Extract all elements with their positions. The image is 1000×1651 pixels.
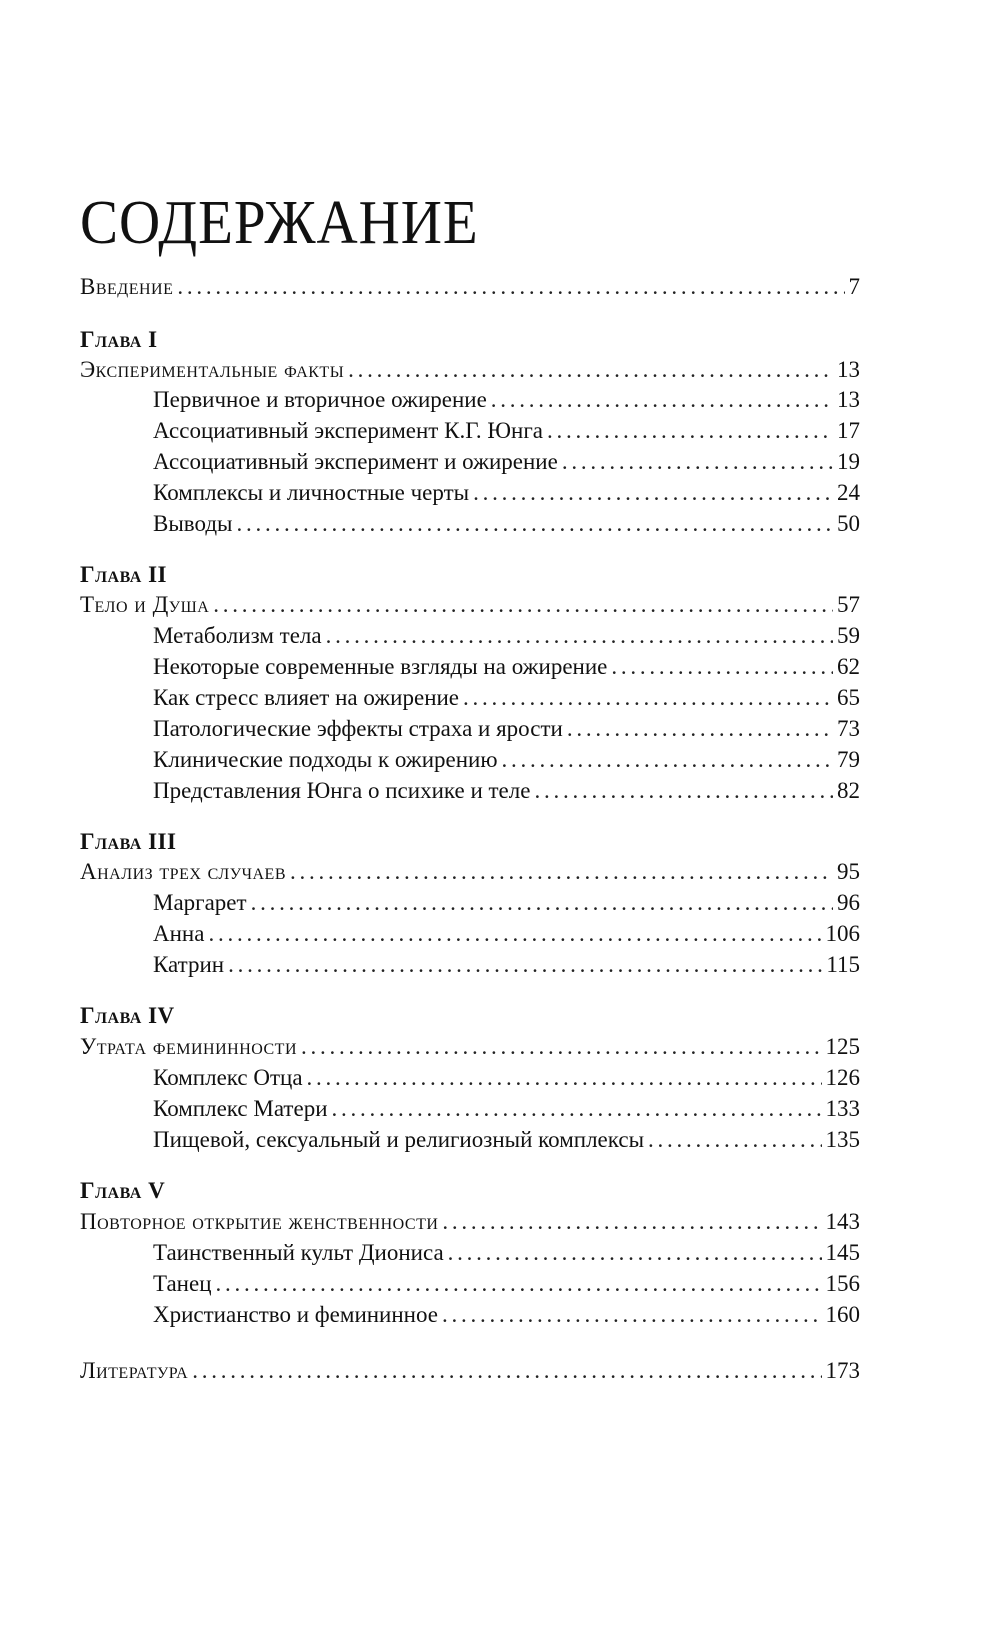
toc-entry-section[interactable] bbox=[153, 478, 860, 508]
toc-entry-page: 57 bbox=[837, 592, 860, 617]
dot-leader bbox=[332, 1094, 822, 1124]
toc-entry-label: Анализ трех случаев bbox=[80, 859, 286, 884]
toc-entry-label: Пищевой, сексуальный и религиозный комплексы bbox=[153, 1127, 645, 1152]
toc-entry-page: 115 bbox=[826, 952, 860, 977]
toc-entry-page: 96 bbox=[837, 890, 860, 915]
chapter-heading: Глава III bbox=[80, 829, 177, 854]
toc-entry-label: Литература bbox=[80, 1358, 189, 1383]
toc-entry-section[interactable] bbox=[153, 1269, 860, 1299]
toc-entry-intro[interactable] bbox=[80, 272, 860, 302]
toc-entry-label: Комплекс Матери bbox=[153, 1096, 328, 1121]
toc-entry-section[interactable] bbox=[153, 950, 860, 980]
dot-leader bbox=[213, 590, 833, 620]
dot-leader bbox=[237, 509, 834, 539]
toc-entry-label: Комплекс Отца bbox=[153, 1065, 303, 1090]
toc-entry-page: 135 bbox=[825, 1127, 860, 1152]
toc-entry-label: Повторное открытие женственности bbox=[80, 1209, 439, 1234]
toc-entry-page: 79 bbox=[837, 747, 860, 772]
toc-entry-section[interactable] bbox=[153, 621, 860, 651]
toc-entry-chapter-main[interactable] bbox=[80, 1207, 860, 1237]
toc-entry-section[interactable] bbox=[153, 1094, 860, 1124]
dot-leader bbox=[290, 857, 833, 887]
toc-entry-page: 59 bbox=[837, 623, 860, 648]
chapter-heading: Глава I bbox=[80, 327, 158, 352]
dot-leader bbox=[473, 478, 833, 508]
dot-leader bbox=[448, 1238, 822, 1268]
toc-entry-label: Первичное и вторичное ожирение bbox=[153, 387, 487, 412]
dot-leader bbox=[348, 355, 833, 385]
chapter-heading: Глава V bbox=[80, 1178, 166, 1203]
toc-entry-page: 19 bbox=[837, 449, 860, 474]
toc-entry-section[interactable] bbox=[153, 745, 860, 775]
dot-leader bbox=[307, 1063, 822, 1093]
dot-leader bbox=[547, 416, 833, 446]
dot-leader bbox=[251, 888, 833, 918]
toc-entry-section[interactable] bbox=[153, 509, 860, 539]
dot-leader bbox=[301, 1032, 821, 1062]
dot-leader bbox=[502, 745, 833, 775]
dot-leader bbox=[442, 1207, 821, 1237]
toc-entry-section[interactable] bbox=[153, 776, 860, 806]
toc-entry-literature[interactable] bbox=[80, 1356, 860, 1386]
toc-entry-label: Клинические подходы к ожирению bbox=[153, 747, 498, 772]
toc-entry-page: 145 bbox=[825, 1240, 860, 1265]
toc-entry-page: 65 bbox=[837, 685, 860, 710]
toc-entry-label: Ассоциативный эксперимент и ожирение bbox=[153, 449, 558, 474]
toc-entry-page: 126 bbox=[825, 1065, 860, 1090]
toc-entry-section[interactable] bbox=[153, 1300, 860, 1330]
toc-entry-section[interactable] bbox=[153, 888, 860, 918]
dot-leader bbox=[216, 1269, 822, 1299]
dot-leader bbox=[611, 652, 833, 682]
toc-entry-section[interactable] bbox=[153, 714, 860, 744]
toc-entry-label: Маргарет bbox=[153, 890, 247, 915]
toc-entry-label: Введение bbox=[80, 274, 174, 299]
toc-entry-label: Катрин bbox=[153, 952, 225, 977]
toc-entry-page: 17 bbox=[837, 418, 860, 443]
toc-entry-page: 7 bbox=[848, 274, 860, 299]
toc-entry-label: Комплексы и личностные черты bbox=[153, 480, 470, 505]
toc-entry-section[interactable] bbox=[153, 416, 860, 446]
toc-entry-page: 143 bbox=[825, 1209, 860, 1234]
dot-leader bbox=[534, 776, 833, 806]
toc-entry-label: Утрата фемининности bbox=[80, 1034, 298, 1059]
dot-leader bbox=[562, 447, 833, 477]
toc-entry-label: Тело и Душа bbox=[80, 592, 210, 617]
toc-entry-page: 95 bbox=[837, 859, 860, 884]
dot-leader bbox=[192, 1356, 821, 1386]
toc-entry-page: 160 bbox=[825, 1302, 860, 1327]
toc-entry-label: Представления Юнга о психике и теле bbox=[153, 778, 531, 803]
toc-entry-page: 73 bbox=[837, 716, 860, 741]
toc-entry-page: 173 bbox=[825, 1358, 860, 1383]
toc-entry-page: 62 bbox=[837, 654, 860, 679]
chapter-heading: Глава II bbox=[80, 562, 167, 587]
toc-entry-chapter-main[interactable] bbox=[80, 590, 860, 620]
toc-entry-label: Как стресс влияет на ожирение bbox=[153, 685, 460, 710]
toc-entry-page: 125 bbox=[825, 1034, 860, 1059]
toc-entry-label: Некоторые современные взгляды на ожирение bbox=[153, 654, 608, 679]
toc-entry-chapter-main[interactable] bbox=[80, 1032, 860, 1062]
toc-entry-label: Метаболизм тела bbox=[153, 623, 322, 648]
dot-leader bbox=[648, 1125, 821, 1155]
toc-entry-label: Выводы bbox=[153, 511, 233, 536]
toc-entry-section[interactable] bbox=[153, 919, 860, 949]
dot-leader bbox=[491, 385, 833, 415]
toc-entry-section[interactable] bbox=[153, 1238, 860, 1268]
dot-leader bbox=[208, 919, 821, 949]
toc-entry-page: 13 bbox=[837, 387, 860, 412]
toc-entry-page: 13 bbox=[837, 357, 860, 382]
toc-entry-chapter-main[interactable] bbox=[80, 355, 860, 385]
dot-leader bbox=[567, 714, 833, 744]
toc-entry-section[interactable] bbox=[153, 1063, 860, 1093]
toc-entry-page: 106 bbox=[825, 921, 860, 946]
dot-leader bbox=[228, 950, 822, 980]
toc-entry-label: Ассоциативный эксперимент К.Г. Юнга bbox=[153, 418, 543, 443]
toc-entry-label: Христианство и фемининное bbox=[153, 1302, 438, 1327]
toc-entry-label: Экспериментальные факты bbox=[80, 357, 345, 382]
toc-entry-label: Анна bbox=[153, 921, 205, 946]
toc-entry-chapter-main[interactable] bbox=[80, 857, 860, 887]
page-title: СОДЕРЖАНИЕ bbox=[80, 188, 479, 257]
toc-entry-section[interactable] bbox=[153, 385, 860, 415]
toc-entry-page: 50 bbox=[837, 511, 860, 536]
chapter-heading: Глава IV bbox=[80, 1003, 175, 1028]
toc-entry-page: 82 bbox=[837, 778, 860, 803]
toc-entry-section[interactable] bbox=[153, 1125, 860, 1155]
dot-leader bbox=[442, 1300, 822, 1330]
toc-entry-page: 156 bbox=[825, 1271, 860, 1296]
dot-leader bbox=[177, 272, 844, 302]
toc-entry-page: 133 bbox=[825, 1096, 860, 1121]
toc-entry-label: Танец bbox=[153, 1271, 212, 1296]
toc-entry-section[interactable] bbox=[153, 447, 860, 477]
toc-entry-label: Таинственный культ Диониса bbox=[153, 1240, 444, 1265]
toc-entry-section[interactable] bbox=[153, 652, 860, 682]
dot-leader bbox=[326, 621, 833, 651]
toc-entry-page: 24 bbox=[837, 480, 860, 505]
toc-entry-section[interactable] bbox=[153, 683, 860, 713]
toc-entry-label: Патологические эффекты страха и ярости bbox=[153, 716, 563, 741]
dot-leader bbox=[463, 683, 833, 713]
